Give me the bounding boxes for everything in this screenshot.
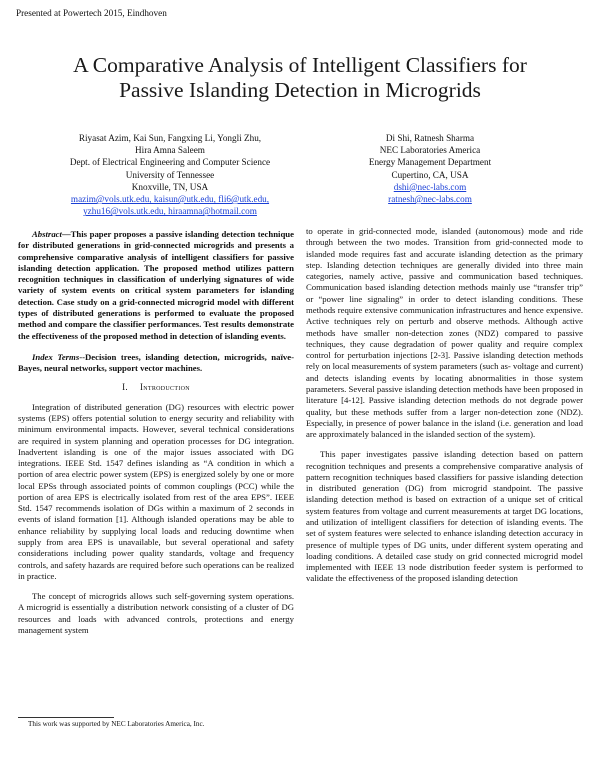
affiliation-right bbox=[330, 132, 530, 205]
email-link-1[interactable]: dshi@nec-labs.com bbox=[393, 181, 467, 192]
title-line-1: A Comparative Analysis of Intelligent Classifiers for bbox=[73, 53, 527, 77]
abstract bbox=[18, 229, 294, 342]
index-terms-text: --Decision trees, islanding detection, microgrids, naïve-Bayes, neural networks, support vector machines. bbox=[18, 351, 294, 374]
intro-paragraph-2-continued: to operate in grid-connected mode, islanded (autonomous) mode and ride through between the two modes. Transition from grid-connected mode to islanded mode requires fast and accurate islanding detection as the primary step. Islanding detection techniques are generally divided into three main categories, namely active, passive and communication based techniques. Communication based islanding detection methods mainly use “transfer trip” or “power line signaling” in order to detect islanding conditions. These methods require extensive communication infrastructures and hence expensive. Active techniques rely on perturb and observe methods. Although active methods have smaller non-detection zones (NDZ) compared to passive techniques, they cause degradation of power quality and require complex control for perturbation injections [2-3]. Passive islanding detection methods rely on local measurements of system parameters (such as- voltage and current) and detects islanding events by locating abnormalities in those system parameters. Several passive islanding detection methods have been proposed in literature [4-12]. Passive islanding detection methods do not degrade power quality, but these methods suffer from a larger non-detection zone (NDZ). Especially, in presence of power balance in the island (i.e. generation and load are approximately balanced in the islanded section of the system). bbox=[306, 226, 583, 440]
left-column bbox=[18, 229, 294, 636]
section-heading bbox=[18, 382, 294, 393]
index-terms-label: Index Terms bbox=[32, 351, 80, 362]
section-title: Introduction bbox=[139, 382, 190, 393]
intro-paragraph-2: The concept of microgrids allows such self-governing system operations. A microgrid is essentially a distribution network consisting of a cluster of DG resources and loads with advanced controls, protections and energy management system bbox=[18, 591, 294, 635]
email-links-line-1[interactable]: mazim@vols.utk.edu, kaisun@utk.edu, fli6@utk.edu, bbox=[70, 194, 270, 205]
department: Dept. of Electrical Engineering and Computer Science bbox=[69, 157, 271, 168]
author-names-line-2: Hira Amna Saleem bbox=[135, 145, 205, 156]
title-line-2: Passive Islanding Detection in Microgrids bbox=[119, 78, 481, 102]
author-names-line-1: Riyasat Azim, Kai Sun, Fangxing Li, Yongli Zhu, bbox=[78, 133, 262, 143]
abstract-text: —This paper proposes a passive islanding detection technique for distributed generations in grid-connected microgrids and presents a comprehensive comparative analysis of intelligent classifiers for passive islanding detection application. The proposed method utilizes pattern recognition techniques in classification of underlying signatures of wide variety of system events on critical system parameters for islanding detection. Case study on a grid-connected microgrid model with different types of distributed generations is performed to evaluate the proposed method and compare the classifier performances. Test results demonstrate the effectiveness of the proposed method in detection of islanding events. bbox=[18, 229, 294, 341]
organization: NEC Laboratories America bbox=[379, 145, 481, 156]
university: University of Tennessee bbox=[125, 169, 215, 180]
author-names: Di Shi, Ratnesh Sharma bbox=[385, 133, 475, 143]
abstract-label: Abstract bbox=[32, 229, 62, 239]
index-terms bbox=[18, 352, 294, 375]
department: Energy Management Department bbox=[368, 157, 492, 168]
location: Knoxville, TN, USA bbox=[131, 181, 209, 192]
conference-note: Presented at Powertech 2015, Eindhoven bbox=[16, 8, 167, 18]
right-column bbox=[306, 226, 583, 585]
paper-title bbox=[20, 53, 580, 103]
affiliation-left bbox=[40, 132, 300, 217]
footnote-divider bbox=[18, 717, 114, 718]
section-number: I. bbox=[122, 382, 128, 393]
intro-paragraph-3: This paper investigates passive islanding detection based on pattern recognition techniques and presents a comprehensive comparative analysis of pattern recognition techniques based classifiers for passive islanding detection in distributed generation (DG) from microgrid standpoint. The passive islanding detection method is based on extraction of a unique set of critical system features from voltage and current measurements at target DG locations, and utilization of intelligent classifiers for detection of islanding events. The set of system features were selected to enhance islanding detection accuracy in presence of multiple types of DG units, under different system operating and loading conditions. A detailed case study on grid connected microgrid model implemented with IEEE 13 node distribution feeder system is performed to validate the effectiveness of the proposed islanding detection bbox=[306, 449, 583, 584]
location: Cupertino, CA, USA bbox=[391, 169, 469, 180]
footnote: This work was supported by NEC Laboratories America, Inc. bbox=[28, 720, 205, 728]
intro-paragraph-1: Integration of distributed generation (DG) resources with electric power systems (EPS) offers potential solution to energy security and reliability with minimum environmental impacts. However, several technical considerations are required in system planning and operation processes for DG integration. Inadvertent islanding is one of the major issues associated with DG integrations. IEEE Std. 1547 defines islanding as “A condition in which a portion of area electric power system (EPS) is energized solely by one or more local EPSs through associated points of common couplings (PCC) while the portion of area EPS is electrically isolated from rest of the area EPS”. IEEE Std. 1547 recommends isolation of DGs within a maximum of 2 seconds in events of island formation [1]. Although islanded operations may be able to enhance reliability by supplying local loads and reducing downtime when supply from area EPS is unavailable, but several operational and safety considerations including power quality standards, voltage and frequency controls, and safety hazards are required before such operations can be realized in practice. bbox=[18, 401, 294, 581]
email-links-line-2[interactable]: yzhu16@vols.utk.edu, hiraamna@hotmail.com bbox=[83, 206, 257, 217]
email-link-2[interactable]: ratnesh@nec-labs.com bbox=[388, 194, 472, 205]
